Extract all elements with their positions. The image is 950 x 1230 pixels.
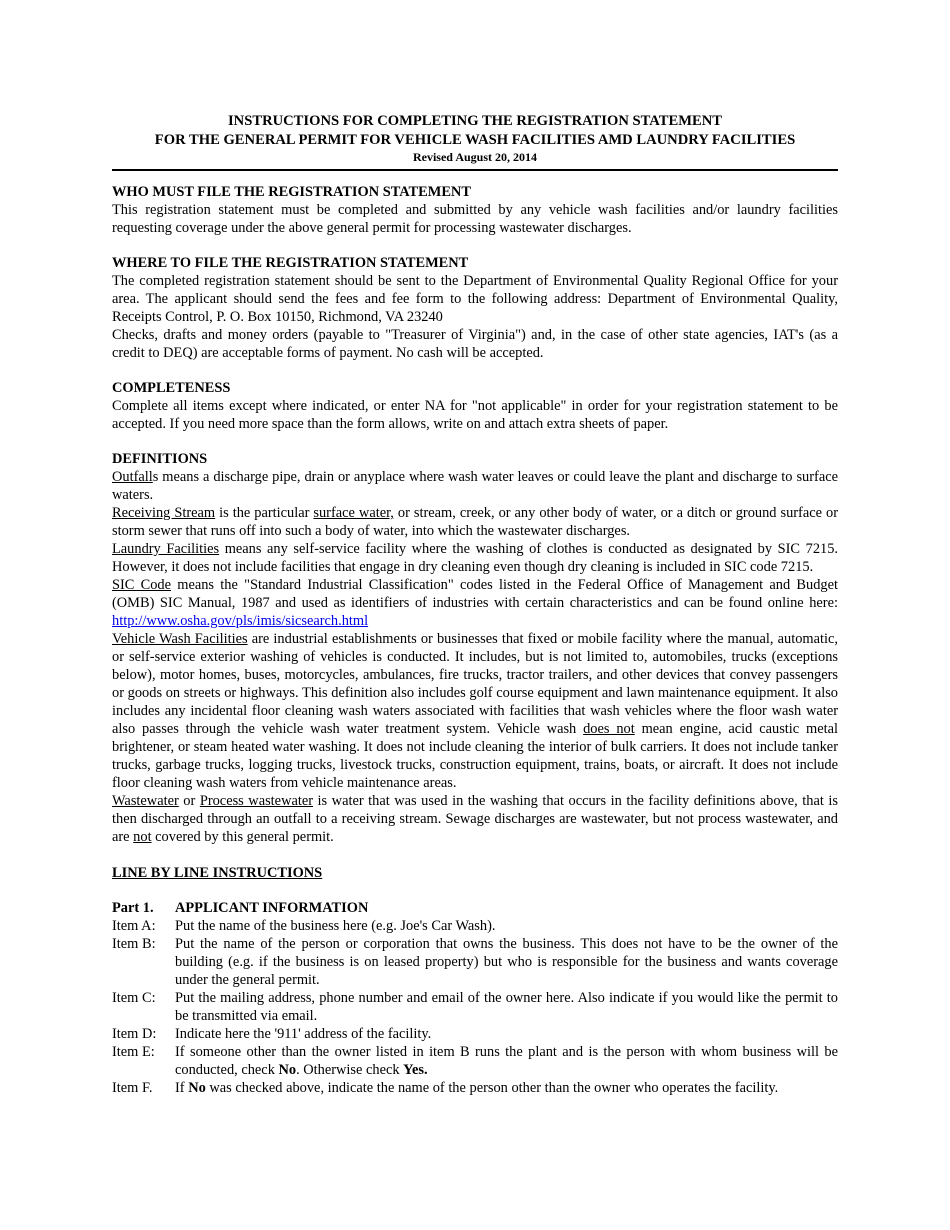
item-text: If No was checked above, indicate the name of the person other than the owner who operates the facility. (175, 1080, 779, 1096)
emphasis-yes: Yes. (403, 1062, 428, 1078)
part-title: APPLICANT INFORMATION (175, 900, 369, 916)
title-line-1: INSTRUCTIONS FOR COMPLETING THE REGISTRATION STATEMENT (228, 113, 722, 129)
item-text: Put the name of the person or corporation that owns the business. This does not have to be the owner of the building (e.g. if the business is on leased property) but who is responsible for the business and wants coverage under the general permit. (175, 936, 838, 988)
definition-term: surface water, (313, 505, 394, 521)
section-text: Complete all items except where indicated, or enter NA for "not applicable" in order for your registration statement to be accepted. If you need more space than the form allows, write on and attach extra sheets of paper. (112, 398, 838, 432)
section-completeness (112, 379, 838, 433)
section-heading: WHERE TO FILE THE REGISTRATION STATEMENT (112, 255, 469, 271)
section-where-to-file (112, 254, 838, 362)
item-b (112, 935, 838, 989)
section-definitions (112, 450, 838, 846)
emphasis-no: No (188, 1080, 206, 1096)
definition-laundry-facilities: Laundry Facilities means any self-service facility where the washing of clothes is conducted as designated by SIC 7215. However, it does not include facilities that engage in dry cleaning even though dry cleaning is included in SIC code 7215. (112, 541, 838, 575)
item-label: Item E: (112, 1044, 155, 1060)
document-header (112, 112, 838, 164)
item-a (112, 917, 838, 935)
definition-term: Outfall (112, 469, 153, 485)
revised-date: Revised August 20, 2014 (412, 150, 537, 164)
definition-vehicle-wash: Vehicle Wash Facilities are industrial establishments or businesses that fixed or mobile facility where the manual, automatic, or self-service exterior washing of vehicles is conducted. It includes, but is not limited to, automobiles, trucks (exceptions below), motor homes, buses, motorcycles, ambulances, fire trucks, tractor trailers, and other devices that convey passengers or goods on streets or highways. This definition also includes golf course equipment and lawn maintenance equipment. It also includes any incidental floor cleaning wash waters associated with facilities that wash vehicles where the floor wash water also passes through the vehicle wash water treatment system. Vehicle wash does not mean engine, acid caustic metal brightener, or steam heated water washing. It does not include cleaning the interior of bulk carriers. It does not include tanker trucks, garbage trucks, logging trucks, livestock trucks, construction equipment, trains, boats, or aircraft. It does not include floor cleaning wash waters from vehicle maintenance areas. (112, 631, 838, 791)
item-label: Item A: (112, 918, 156, 934)
item-text: If someone other than the owner listed in item B runs the plant and is the person with whom business will be conducted, check No. Otherwise check Yes. (175, 1044, 838, 1078)
definition-term: Laundry Facilities (112, 541, 220, 557)
definition-outfalls: Outfalls means a discharge pipe, drain or anyplace where wash water leaves or could leave the plant and discharge to surface waters. (112, 469, 838, 503)
section-text: This registration statement must be completed and submitted by any vehicle wash facilities and/or laundry facilities requesting coverage under the above general permit for processing wastewater discharges. (112, 202, 838, 236)
part-1-heading (112, 899, 838, 917)
definition-receiving-stream: Receiving Stream is the particular surface water, or stream, creek, or any other body of water, or a ditch or ground surface or storm sewer that runs off into such a body of water, into which the wastewater discharges. (112, 505, 838, 539)
item-text: Indicate here the '911' address of the facility. (175, 1026, 432, 1042)
title-line-2: FOR THE GENERAL PERMIT FOR VEHICLE WASH FACILITIES AMD LAUNDRY FACILITIES (154, 132, 796, 148)
item-d (112, 1025, 838, 1043)
section-heading: WHO MUST FILE THE REGISTRATION STATEMENT (112, 184, 471, 200)
definition-sic-code: SIC Code means the "Standard Industrial Classification" codes listed in the Federal Office of Management and Budget (OMB) SIC Manual, 1987 and used as identifiers of industries with certain characteristics and can be found online here: http://www.osha.gov/pls/imis/sicsearch.html (112, 577, 838, 629)
item-f (112, 1079, 838, 1097)
section-heading: COMPLETENESS (112, 380, 231, 396)
item-label: Item D: (112, 1026, 157, 1042)
item-e (112, 1043, 838, 1079)
sic-search-link[interactable]: http://www.osha.gov/pls/imis/sicsearch.html (112, 613, 369, 629)
item-text: Put the mailing address, phone number and email of the owner here. Also indicate if you would like the permit to be transmitted via email. (175, 990, 838, 1024)
item-label: Item F. (112, 1080, 153, 1096)
definition-term: Process wastewater (199, 793, 314, 809)
line-by-line-heading: LINE BY LINE INSTRUCTIONS (112, 865, 323, 881)
emphasis-does-not: does not (583, 721, 635, 737)
section-text: The completed registration statement should be sent to the Department of Environmental Quality Regional Office for your area. The applicant should send the fees and fee form to the following address: Department of Environmental Quality, Receipts Control, P. O. Box 10150, Richmond, VA 23240 (112, 273, 838, 325)
emphasis-no: No (278, 1062, 297, 1078)
item-text: Put the name of the business here (e.g. Joe's Car Wash). (175, 918, 496, 934)
item-label: Item C: (112, 990, 156, 1006)
definition-term: Receiving Stream (112, 505, 216, 521)
definition-term: Wastewater (112, 793, 179, 809)
definition-wastewater: Wastewater or Process wastewater is water that was used in the washing that occurs in the facility definitions above, that is then discharged through an outfall to a receiving stream. Sewage discharges are wastewater, but not process wastewater, and are not covered by this general permit. (112, 793, 838, 845)
section-heading: DEFINITIONS (112, 451, 208, 467)
item-c (112, 989, 838, 1025)
emphasis-not: not (133, 829, 152, 845)
section-who-must-file (112, 183, 838, 237)
definition-term: SIC Code (112, 577, 172, 593)
section-text: Checks, drafts and money orders (payable to "Treasurer of Virginia") and, in the case of other state agencies, IAT's (as a credit to DEQ) are acceptable forms of payment. No cash will be accepted. (112, 327, 838, 361)
definition-term: Vehicle Wash Facilities (112, 631, 248, 647)
item-label: Item B: (112, 936, 156, 952)
part-label: Part 1. (112, 900, 154, 916)
header-divider (112, 169, 838, 171)
